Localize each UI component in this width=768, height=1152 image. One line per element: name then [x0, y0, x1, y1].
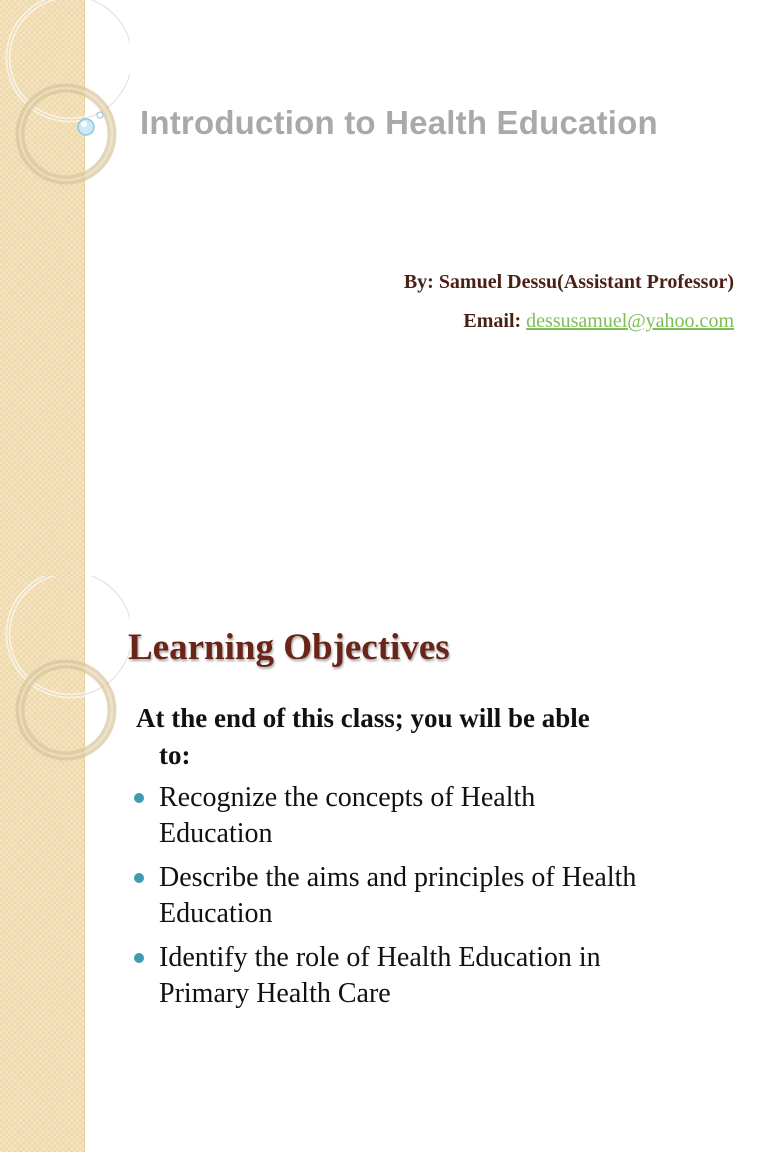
lead-text [136, 700, 736, 774]
list-item-line-2: Education [159, 818, 273, 849]
list-item-line-1: Describe the aims and principles of Health [159, 862, 637, 893]
objectives-slide [0, 576, 768, 1152]
lead-text-line-1: At the end of this class; you will be able [136, 703, 590, 733]
email-link[interactable]: dessusamuel@yahoo.com [526, 310, 734, 332]
list-item [134, 860, 744, 932]
list-item-line-2: Education [159, 898, 273, 929]
list-item-line-2: Primary Health Care [159, 978, 391, 1009]
bullet-dot-icon [134, 953, 144, 963]
bullet-dot-icon [134, 873, 144, 883]
slide-title: Learning Objectives [128, 627, 450, 668]
decorative-side-strip [0, 0, 85, 576]
list-item-line-1: Identify the role of Health Education in [159, 942, 601, 973]
list-item-line-1: Recognize the concepts of Health [159, 782, 536, 813]
list-item [134, 940, 744, 1012]
lead-text-line-2: to: [159, 740, 191, 770]
author-line: By: Samuel Dessu(Assistant Professor) [403, 271, 734, 293]
decorative-side-strip [0, 576, 85, 1152]
objectives-list [134, 780, 744, 1020]
list-item [134, 780, 744, 852]
email-label: Email: [463, 310, 522, 332]
slide-title: Introduction to Health Education [140, 104, 658, 141]
email-line [463, 310, 734, 333]
bullet-dot-icon [134, 793, 144, 803]
